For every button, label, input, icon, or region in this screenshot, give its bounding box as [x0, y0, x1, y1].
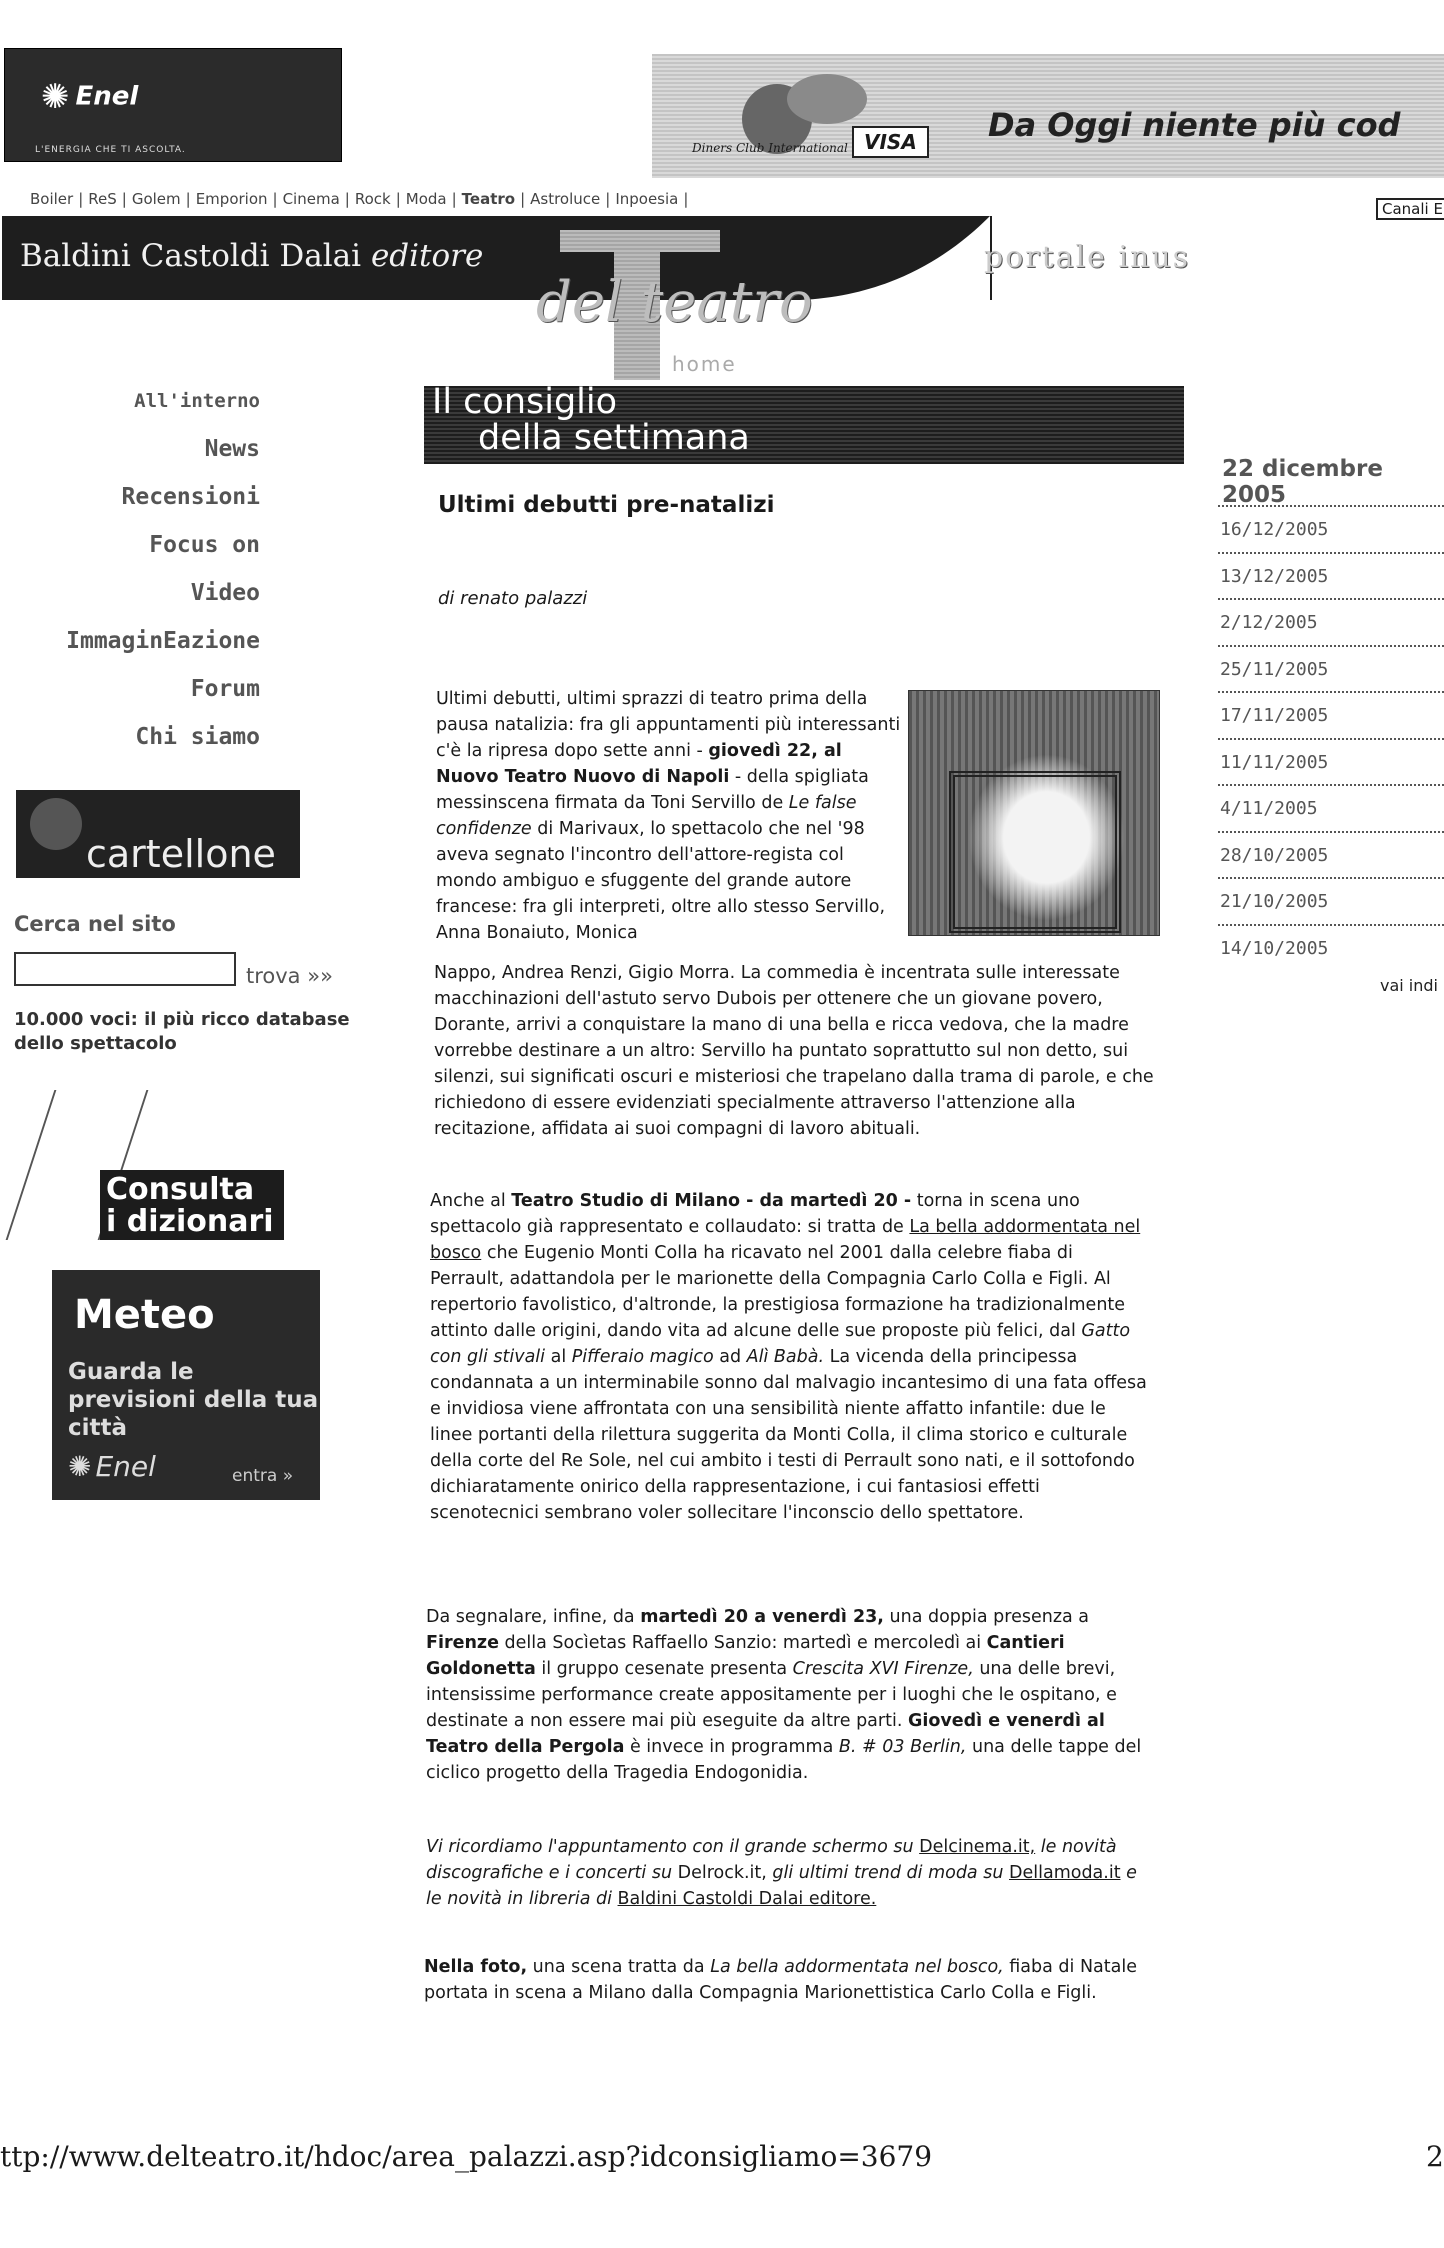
article-author: di renato palazzi	[438, 588, 588, 609]
archive-date-link[interactable]: 13/12/2005	[1220, 565, 1329, 587]
delrock-link[interactable]: Delrock.it,	[677, 1863, 767, 1883]
nav-separator: |	[78, 190, 84, 208]
menu-all-interno[interactable]: All'interno	[134, 390, 260, 412]
nav-separator: |	[605, 190, 611, 208]
publisher-logo[interactable]: Baldini Castoldi Dalai editore	[20, 238, 484, 274]
credit-card-banner-ad[interactable]	[652, 54, 1444, 178]
archive-divider	[1218, 505, 1444, 507]
page-number: 2	[1426, 2140, 1444, 2173]
nav-link-moda[interactable]: Moda	[405, 190, 447, 208]
canali-select[interactable]: Canali E	[1376, 198, 1444, 220]
section-title-line2: della settimana	[478, 418, 750, 458]
archive-date-link[interactable]: 11/11/2005	[1220, 751, 1329, 773]
search-label: Cerca nel sito	[14, 912, 176, 936]
archive-divider	[1218, 645, 1444, 647]
diners-club-logo: Diners Club International	[692, 141, 848, 155]
nav-link-cinema[interactable]: Cinema	[282, 190, 340, 208]
archive-date-link[interactable]: 25/11/2005	[1220, 658, 1329, 680]
meteo-banner[interactable]	[52, 1270, 320, 1500]
dizionari-button[interactable]	[100, 1170, 284, 1240]
enel-slogan: L'ENERGIA CHE TI ASCOLTA.	[35, 145, 186, 155]
archive-divider	[1218, 691, 1444, 693]
dizionari-line2: i dizionari	[106, 1204, 274, 1239]
bcd-editore-link[interactable]: Baldini Castoldi Dalai editore.	[617, 1889, 877, 1909]
archive-date-link[interactable]: 21/10/2005	[1220, 891, 1329, 912]
meteo-entra-link[interactable]: entra »	[232, 1466, 294, 1486]
nav-link-inpoesia[interactable]: Inpoesia	[615, 190, 679, 208]
cartellone-label: cartellone	[86, 832, 276, 876]
nav-separator: |	[344, 190, 350, 208]
meteo-title: Meteo	[74, 1292, 215, 1338]
menu-focus-on[interactable]: Focus on	[149, 532, 260, 558]
photo-caption: Nella foto, una scena tratta da La bella addormentata nel bosco, fiaba di Natale portata in scena a Milano dalla Compagnia Marionettistica Carlo Colla e Figli.	[424, 1957, 1137, 2003]
search-button[interactable]: trova »»	[246, 964, 333, 988]
current-date: 22 dicembre 2005	[1222, 456, 1383, 508]
ad-headline: Da Oggi niente più cod	[988, 106, 1401, 144]
nav-separator: |	[683, 190, 689, 208]
article-paragraph-4: Vi ricordiamo l'appuntamento con il grande schermo su Delcinema.it, le novità discografiche e i concerti su Delrock.it, gli ultimi trend di moda su Dellamoda.it e le novità in libreria di Baldini Castoldi Dalai editore.	[426, 1837, 1137, 1909]
archive-divider	[1218, 831, 1444, 833]
article-paragraph-1: Ultimi debutti, ultimi sprazzi di teatro prima della pausa natalizia: fra gli appuntamenti più interessanti c'è la ripresa dopo sette anni - giovedì 22, al Nuovo Teatro Nuovo di Napoli - della spigliata messinscena firmata da Toni Servillo de Le false confidenze di Marivaux, lo spettacolo che nel '98 aveva segnato l'incontro dell'attore-regista col mondo ambiguo e sfuggente del grande autore francese: fra gli interpreti, oltre allo stesso Servillo, Anna Bonaiuto, Monica	[436, 689, 901, 943]
menu-recensioni[interactable]: Recensioni	[121, 484, 260, 510]
delteatro-logo[interactable]: del teatro	[536, 270, 813, 335]
archive-date-link[interactable]: 17/11/2005	[1220, 705, 1329, 726]
nav-separator: |	[185, 190, 191, 208]
archive-divider	[1218, 598, 1444, 600]
archive-date-link[interactable]: 2/12/2005	[1220, 612, 1318, 633]
archive-divider	[1218, 924, 1444, 926]
vai-indietro-link[interactable]: vai indi	[1380, 976, 1438, 995]
archive-divider	[1218, 784, 1444, 786]
header-curve	[800, 216, 990, 300]
archive-date-link[interactable]: 14/10/2005	[1220, 937, 1329, 959]
nav-link-astroluce[interactable]: Astroluce	[530, 190, 601, 208]
nav-separator: |	[451, 190, 457, 208]
search-input[interactable]	[14, 952, 236, 986]
menu-immaginazione[interactable]: ImmaginEazione	[66, 628, 260, 654]
nav-link-teatro[interactable]: Teatro	[461, 190, 516, 208]
archive-date-link[interactable]: 16/12/2005	[1220, 519, 1329, 540]
menu-chi-siamo[interactable]: Chi siamo	[135, 724, 260, 750]
article-paragraph-2: Anche al Teatro Studio di Milano - da martedì 20 - torna in scena uno spettacolo già rappresentato e collaudato: si tratta de La bella addormentata nel bosco che Eugenio Monti Colla ha ricavato nel 2001 dalla celebre fiaba di Perrault, adattandola per le marionette della Compagnia Carlo Colla e Figli. Al repertorio favolistico, d'altronde, la prestigiosa formazione ha tradizionalmente attinto dalle origini, dando vita ad alcune delle sue proposte più felici, dal Gatto con gli stivali al Pifferaio magico ad Alì Babà. La vicenda della principessa condannata a un interminabile sonno dal malvagio incantesimo di una fata offesa e invidiosa viene affrontata con una sensibilità niente affatto infantile: due le linee portanti della rilettura suggerita da Monti Colla, il clima storico e culturale della corte del Re Sole, nel cui ambito i testi di Perrault sono nati, e il sottofondo dichiaratamente onirico della rappresentazione, i cui fantasiosi effetti scenotecnici sembrano voler sollecitare l'inconscio dello spettatore.	[430, 1191, 1147, 1523]
enel-logo: ✺ Enel	[41, 77, 139, 117]
enel-flower-icon: ✺	[41, 77, 70, 117]
menu-video[interactable]: Video	[190, 580, 260, 606]
archive-divider	[1218, 552, 1444, 554]
enel-banner-ad[interactable]	[4, 48, 342, 162]
article-title: Ultimi debutti pre-natalizi	[438, 492, 775, 518]
meteo-enel-logo: ✺ Enel	[68, 1450, 156, 1483]
enel-flower-icon: ✺	[68, 1450, 92, 1483]
archive-date-link[interactable]: 4/11/2005	[1220, 798, 1318, 819]
site-network-nav	[30, 190, 693, 208]
menu-news[interactable]: News	[204, 436, 260, 462]
nav-separator: |	[121, 190, 127, 208]
menu-forum[interactable]: Forum	[190, 676, 260, 702]
database-caption: 10.000 voci: il più ricco database dello spettacolo	[14, 1009, 350, 1054]
dizionari-line1: Consulta	[106, 1172, 255, 1207]
nav-separator: |	[395, 190, 401, 208]
delcinema-link[interactable]: Delcinema.it,	[919, 1837, 1036, 1857]
article-paragraph-3: Da segnalare, infine, da martedì 20 a venerdì 23, una doppia presenza a Firenze della Socìetas Raffaello Sanzio: martedì e mercoledì ai Cantieri Goldonetta il gruppo cesenate presenta Crescita XVI Firenze, una delle brevi, intensissime performance create appositamente per i luoghi che le ospitano, e destinate a non essere mai più eseguite da altre parti. Giovedì e venerdì al Teatro della Pergola è invece in programma B. # 03 Berlin, una delle tappe del ciclico progetto della Tragedia Endogonidia.	[426, 1607, 1142, 1783]
nav-link-boiler[interactable]: Boiler	[30, 190, 74, 208]
meteo-subtitle: Guarda le previsioni della tua città	[68, 1359, 319, 1441]
archive-divider	[1218, 877, 1444, 879]
archive-date-link[interactable]: 28/10/2005	[1220, 844, 1329, 866]
nav-separator: |	[520, 190, 526, 208]
bella-addormentata-link[interactable]: La bella addormentata nel bosco	[430, 1217, 1141, 1263]
archive-divider	[1218, 738, 1444, 740]
section-title-line1: Il consiglio	[432, 382, 618, 422]
globe-icon	[30, 798, 82, 850]
dellamoda-link[interactable]: Dellamoda.it	[1009, 1863, 1121, 1883]
nav-link-res[interactable]: ReS	[88, 190, 117, 208]
article-paragraph-1-continued: Nappo, Andrea Renzi, Gigio Morra. La commedia è incentrata sulle interessate macchinazioni dell'astuto servo Dubois per ottenere che un giovane povero, Dorante, arrivi a conquistare la mano di una bella e ricca vedova, che la madre vorrebbe destinare a un altro: Servillo ha puntato soprattutto sul non detto, sui silenzi, sui significati oscuri e misteriosi che trapelano dalla trama di parole, e che richiedono di essere evidenziati specialmente attraverso l'attenzione alla recitazione, affidata ai suoi compagni di lavoro abituali.	[434, 963, 1154, 1139]
visa-logo: VISA	[852, 126, 929, 158]
nav-link-rock[interactable]: Rock	[354, 190, 391, 208]
nav-link-golem[interactable]: Golem	[131, 190, 181, 208]
nav-separator: |	[272, 190, 278, 208]
portale-inus-logo[interactable]: portale inus	[984, 240, 1191, 275]
home-link[interactable]: home	[672, 352, 737, 376]
printed-url: ttp://www.delteatro.it/hdoc/area_palazzi.asp?idconsigliamo=3679	[0, 2140, 933, 2173]
nav-link-emporion[interactable]: Emporion	[195, 190, 268, 208]
article-photo	[908, 690, 1160, 936]
cartellone-button[interactable]	[16, 790, 300, 878]
